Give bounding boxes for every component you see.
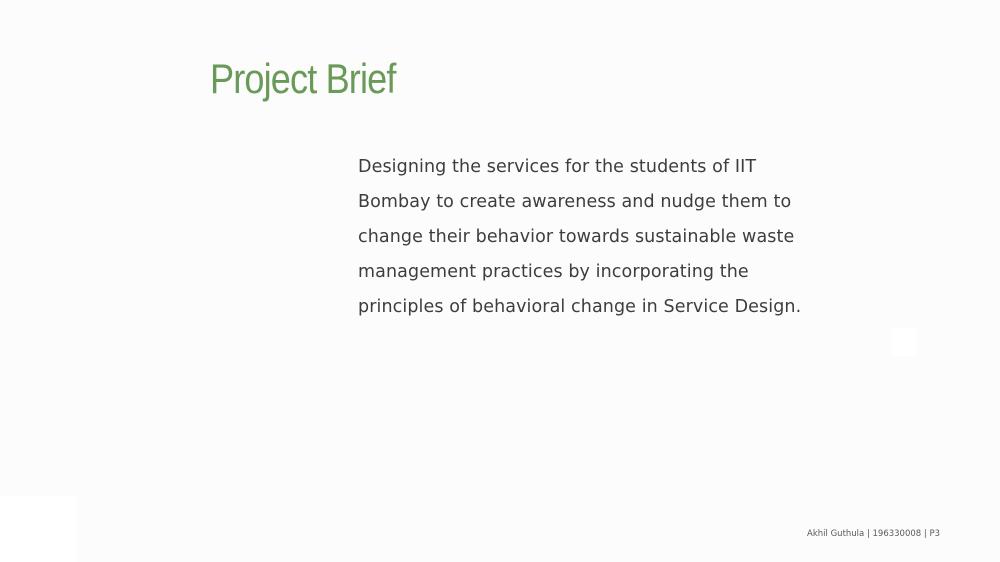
slide-title: Project Brief xyxy=(210,55,396,102)
project-brief-text: Designing the services for the students of IIT Bombay to create awareness and nudge them to change their behavior towards sustainable waste management practices by incorporating the principles of behavioral change in Service Design. xyxy=(358,157,802,317)
decorative-patch xyxy=(892,328,916,356)
decorative-corner-patch xyxy=(0,496,76,562)
slide-footer: Akhil Guthula | 196330008 | P3 xyxy=(807,529,940,539)
